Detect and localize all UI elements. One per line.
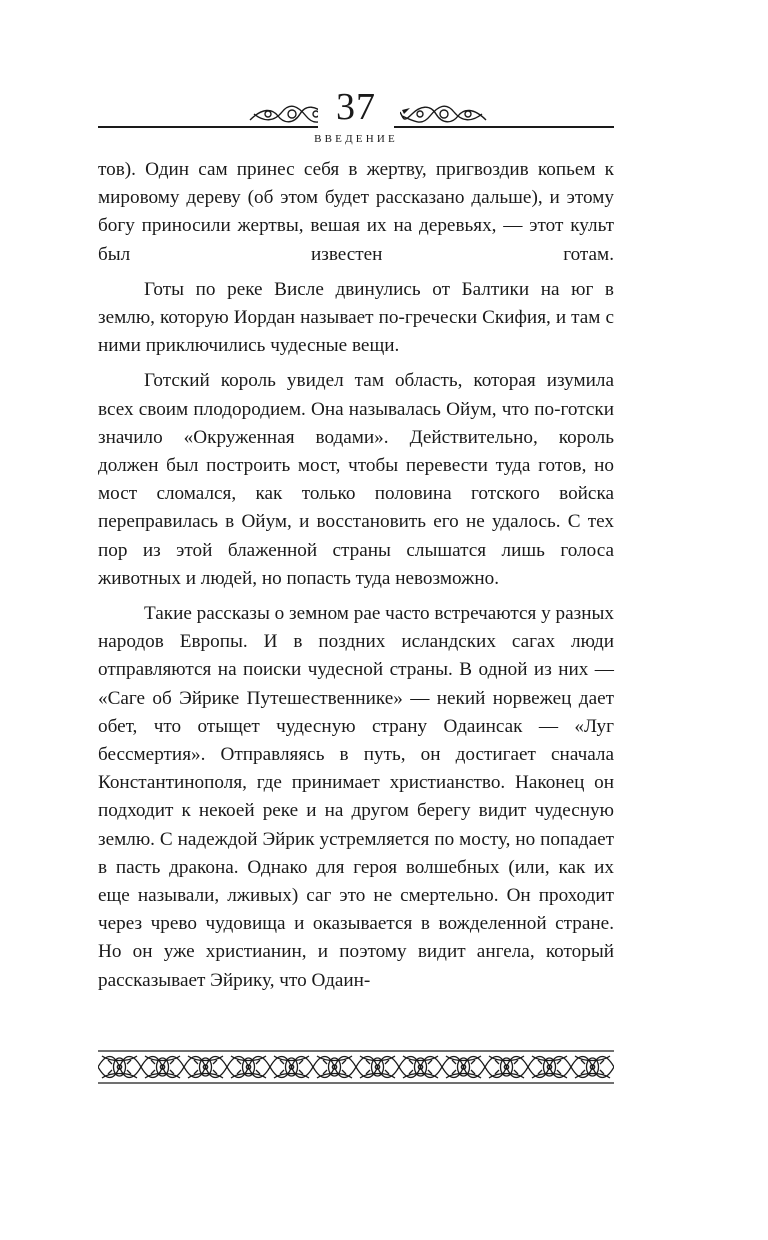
paragraph: Такие рассказы о земном рае часто встречаются у разных народов Европы. И в поздних исландских сагах люди отправляются на поиски чудесной страны. В одной из них — «Саге об Эйрике Путешественнике» — некий норвежец дает обет, что отыщет чудесную страну Одаинсак — «Луг бессмертия». Отправляясь в путь, он достигает сначала Константинополя, где принимает христианство. Наконец он подходит к некоей реке и на другом берегу видит чудесную землю. С надеждой Эйрик устремляется по мосту, но попадает в пасть дракона. Однако для героя волшебных (или, как их еще называли, лживых) саг это не смертельно. Он проходит через чрево чудовища и оказывается в вожделенной стране. Но он уже христианин, и поэтому видит ангела, который рассказывает Эйрику, что Одаин- (98, 603, 614, 991)
footer-knot-border-icon (98, 1048, 614, 1086)
paragraph: Готы по реке Висле двинулись от Балтики на юг в землю, которую Иордан называет по-гречески Скифия, и там с ними приключились чудесные вещи. (98, 278, 614, 357)
paragraph: Готский король увидел там область, которая изумила всех своим плодородием. Она называлась Ойум, что по-готски значило «Окруженная водами». Действительно, король должен был построить мост, чтобы перевести туда готов, но мост сломался, как только половина готского войска переправилась в Ойум, и восстановить его не удалось. С тех пор из этой блаженной страны слышатся лишь голоса животных и людей, но попасть туда невозможно. (98, 370, 614, 589)
page-number: 37 (318, 86, 394, 128)
knot-ornament-right-icon (400, 104, 488, 124)
body-text (98, 156, 614, 1002)
running-head: ВВЕДЕНИЕ (314, 133, 398, 145)
page-header (98, 86, 614, 156)
paragraph: тов). Один сам принес себя в жертву, пригвоздив копьем к мировому дереву (об этом будет рассказано дальше), и этому богу приносили жертвы, вешая их на деревьях, — этот культ был известен готам. (98, 159, 614, 265)
